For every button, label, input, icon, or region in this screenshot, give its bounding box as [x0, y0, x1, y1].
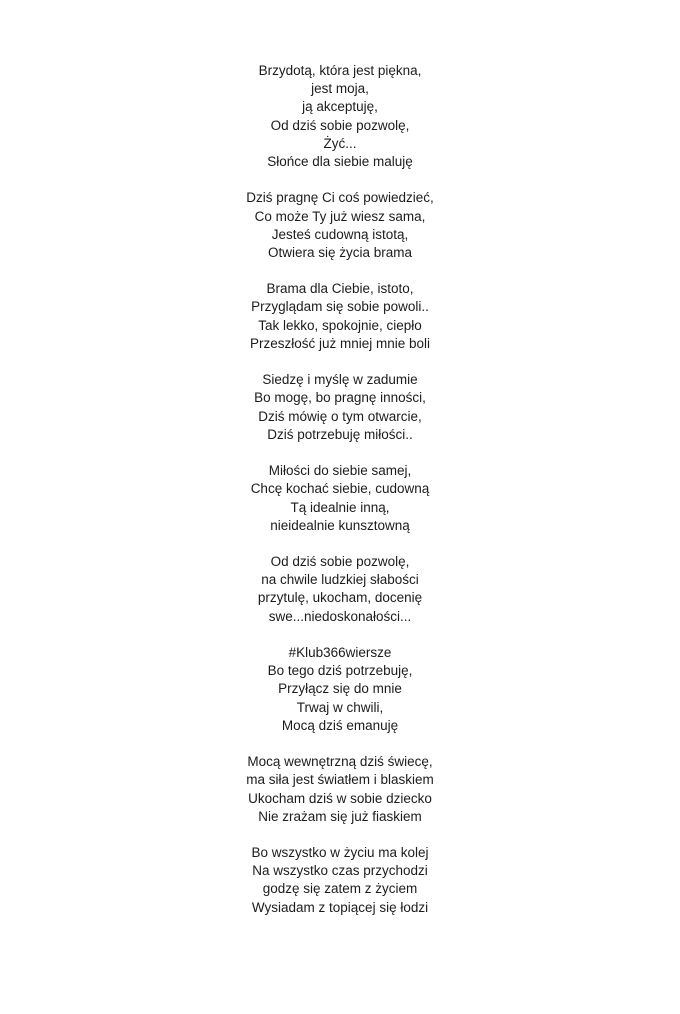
poem-stanza — [0, 189, 680, 262]
poem-line: nieidealnie kunsztowną — [270, 517, 410, 533]
poem-line: Brama dla Ciebie, istoto, — [266, 281, 414, 297]
poem-stanza — [0, 844, 680, 917]
poem-line: Przeszłość już mniej mnie boli — [249, 335, 431, 351]
poem-stanza — [0, 462, 680, 535]
poem-line: swe...niedoskonałości... — [268, 608, 412, 624]
poem-line: Tą idealnie inną, — [290, 499, 390, 515]
poem-stanza — [0, 753, 680, 826]
poem-line: Siedzę i myślę w zadumie — [262, 372, 418, 388]
poem-line: Przyłącz się do mnie — [278, 681, 402, 697]
poem-line: Brzydotą, która jest piękna, — [258, 63, 422, 78]
poem-line: jest moja, — [311, 81, 369, 97]
poem-line: Od dziś sobie pozwolę, — [270, 117, 410, 133]
poem-stanza — [0, 371, 680, 444]
poem-line: Jesteś cudowną istotą, — [271, 226, 409, 242]
poem-line: Co może Ty już wiesz sama, — [254, 208, 426, 224]
poem-line: ją akceptuję, — [302, 99, 378, 115]
poem-line: Nie zrażam się już fiaskiem — [258, 808, 422, 824]
poem-line: Dziś mówię o tym otwarcie, — [258, 408, 422, 424]
poem-line: Ukocham dziś w sobie dziecko — [248, 790, 432, 806]
poem-stanza — [0, 62, 680, 171]
poem-line: godzę się zatem z życiem — [262, 881, 418, 897]
poem-line: Miłości do siebie samej, — [268, 463, 412, 479]
poem-body — [0, 62, 680, 935]
poem-line: Bo mogę, bo pragnę inności, — [254, 390, 426, 406]
poem-stanza — [0, 280, 680, 353]
poem-line: Żyć... — [323, 135, 357, 151]
poem-line: Wysiadam z topiącej się łodzi — [251, 899, 429, 915]
poem-line: Mocą dziś emanuję — [281, 717, 399, 733]
poem-line: Słońce dla siebie maluję — [267, 153, 413, 169]
poem-line: Trwaj w chwili, — [296, 699, 384, 715]
poem-line: Tak lekko, spokojnie, ciepło — [258, 317, 422, 333]
poem-line: Dziś pragnę Ci coś powiedzieć, — [246, 190, 434, 206]
poem-line: przytulę, ukocham, docenię — [257, 590, 423, 606]
poem-stanza — [0, 553, 680, 626]
poem-line: Przyglądam się sobie powoli.. — [251, 299, 429, 315]
poem-line: Dziś potrzebuję miłości.. — [267, 426, 413, 442]
poem-line: #Klub366wiersze — [288, 645, 392, 660]
poem-line: Od dziś sobie pozwolę, — [270, 554, 410, 570]
poem-line: Bo tego dziś potrzebuję, — [267, 663, 413, 679]
poem-stanza — [0, 644, 680, 735]
poem-line: Chcę kochać siebie, cudowną — [250, 481, 430, 497]
poem-line: ma siła jest światłem i blaskiem — [246, 772, 434, 788]
poem-line: Otwiera się życia brama — [267, 244, 413, 260]
poem-line: Mocą wewnętrzną dziś świecę, — [247, 754, 433, 770]
poem-line: na chwile ludzkiej słabości — [261, 572, 419, 588]
poem-line: Bo wszystko w życiu ma kolej — [251, 845, 429, 861]
poem-line: Na wszystko czas przychodzi — [252, 863, 428, 879]
